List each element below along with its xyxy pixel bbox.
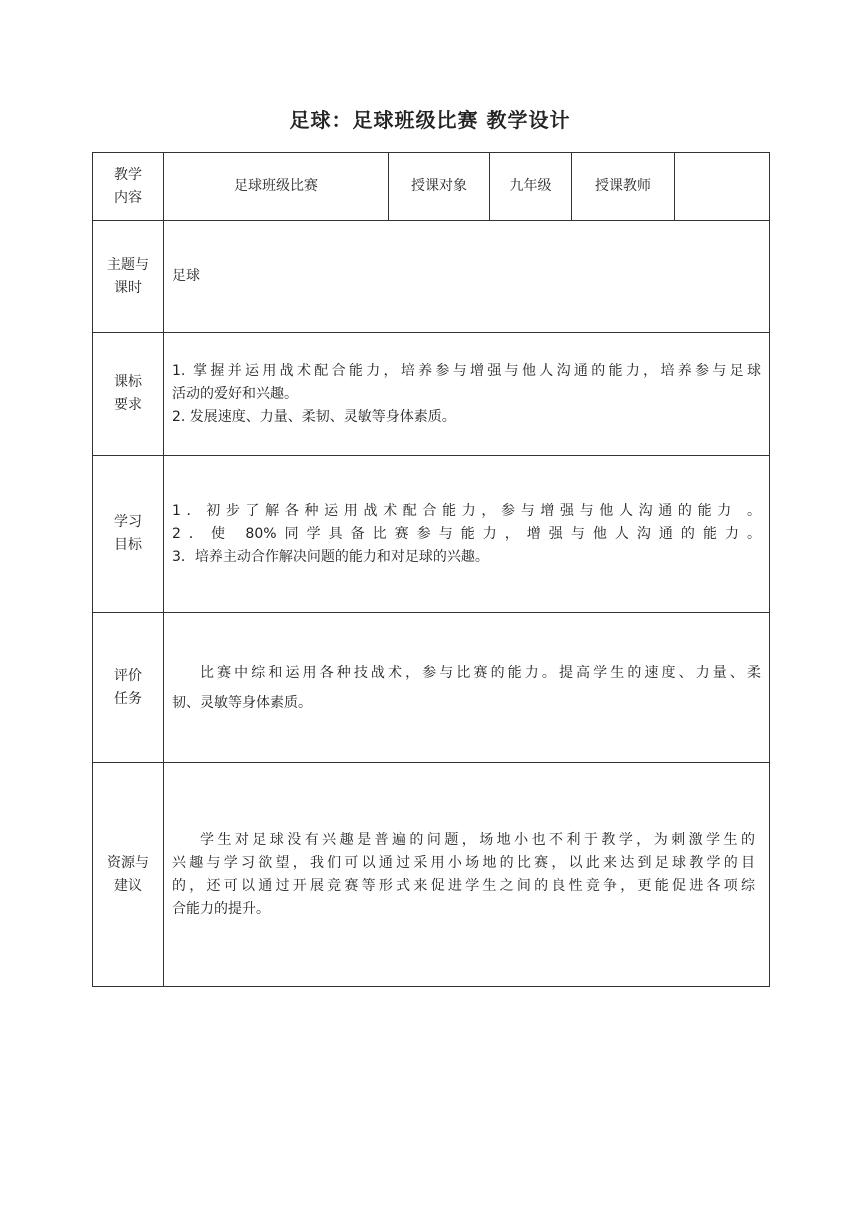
audience-value: 九年级 <box>509 178 552 194</box>
resources-label-cell <box>93 763 164 987</box>
goals-label-line1: 学习 <box>114 514 142 530</box>
resources-line3: 的，还可以通过开展竞赛等形式来促进学生之间的良性竞争，更能促进各项综 <box>172 877 755 894</box>
header-row <box>93 153 770 221</box>
theme-label-line1: 主题与 <box>107 256 149 273</box>
theme-label-line2: 课时 <box>114 279 142 296</box>
standards-label-line1: 课标 <box>114 374 142 390</box>
content-value-cell <box>164 153 389 221</box>
goals-label-line2: 目标 <box>114 537 142 553</box>
resources-line4: 合能力的提升。 <box>172 900 270 917</box>
content-label-line2: 内容 <box>114 189 142 206</box>
teacher-label-cell <box>572 153 675 221</box>
evaluation-content-cell <box>164 613 770 763</box>
theme-content-cell <box>164 221 770 333</box>
standards-line3: 2. 发展速度、力量、柔韧、灵敏等身体素质。 <box>172 408 456 425</box>
lesson-plan-table <box>92 152 770 987</box>
theme-row <box>93 221 770 333</box>
resources-content-cell <box>164 763 770 987</box>
evaluation-label-cell <box>93 613 164 763</box>
standards-line1: 1. 掌握并运用战术配合能力，培养参与增强与他人沟通的能力，培养参与足球 <box>172 362 761 379</box>
resources-line2: 兴趣与学习欲望，我们可以通过采用小场地的比赛，以此来达到足球教学的目 <box>172 854 755 871</box>
audience-label: 授课对象 <box>411 178 467 194</box>
theme-label-cell <box>93 221 164 333</box>
evaluation-label-line2: 任务 <box>114 690 142 707</box>
resources-line1: 学生对足球没有兴趣是普遍的问题，场地小也不利于教学，为刺激学生的 <box>200 831 755 848</box>
content-label-line1: 教学 <box>114 166 142 183</box>
goals-line1: 1．初步了解各种运用战术配合能力，参与增强与他人沟通的能力 。 <box>172 502 761 519</box>
teacher-label: 授课教师 <box>595 178 651 194</box>
goals-content-cell <box>164 456 770 613</box>
content-value: 足球班级比赛 <box>234 178 318 194</box>
evaluation-line2: 韧、灵敏等身体素质。 <box>172 694 312 711</box>
audience-label-cell <box>389 153 490 221</box>
goals-line3: 3．培养主动合作解决问题的能力和对足球的兴趣。 <box>172 548 489 565</box>
goals-row <box>93 456 770 613</box>
standards-row <box>93 333 770 456</box>
evaluation-row <box>93 613 770 763</box>
goals-label-cell <box>93 456 164 613</box>
teacher-value-cell <box>675 153 770 221</box>
standards-content-cell <box>164 333 770 456</box>
standards-label-cell <box>93 333 164 456</box>
document-title: 足球：足球班级比赛 教学设计 <box>289 108 571 132</box>
resources-label-line1: 资源与 <box>107 854 149 871</box>
audience-value-cell <box>490 153 572 221</box>
standards-line2: 活动的爱好和兴趣。 <box>172 385 298 402</box>
goals-line2: 2．使 80%同学具备比赛参与能力，增强与他人沟通的能力。 <box>172 525 761 542</box>
theme-text: 足球 <box>172 268 200 284</box>
content-label-cell <box>93 153 164 221</box>
resources-label-line2: 建议 <box>114 877 142 894</box>
evaluation-line1: 比赛中综和运用各种技战术，参与比赛的能力。提高学生的速度、力量、柔 <box>200 664 761 681</box>
evaluation-label-line1: 评价 <box>114 667 142 684</box>
standards-label-line2: 要求 <box>114 397 142 413</box>
resources-row <box>93 763 770 987</box>
